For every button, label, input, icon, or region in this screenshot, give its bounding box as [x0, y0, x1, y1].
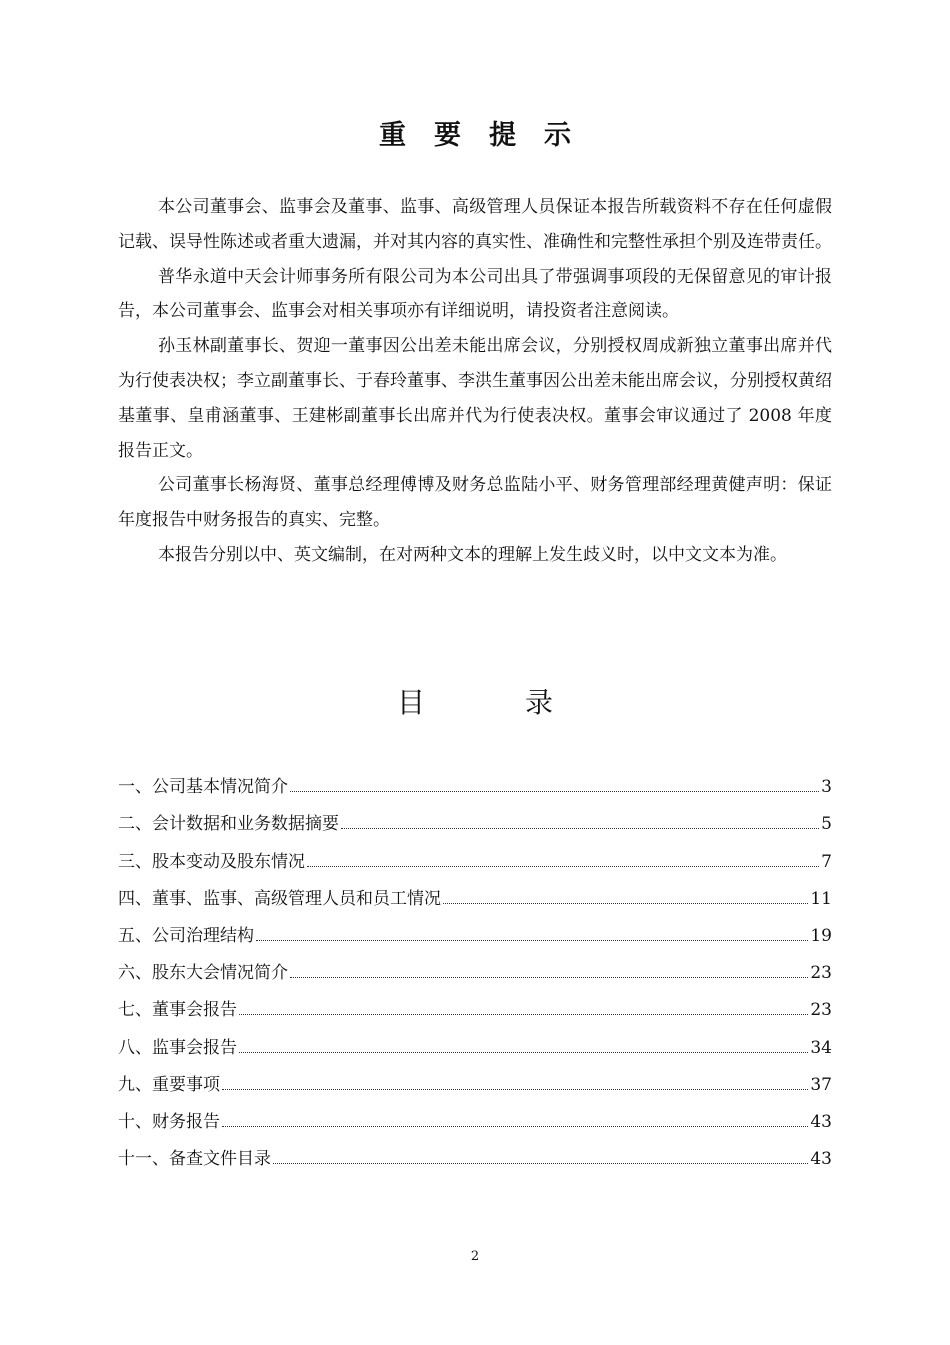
notice-paragraph: 孙玉林副董事长、贺迎一董事因公出差未能出席会议，分别授权周成新独立董事出席并代为行使表决权；李立副董事长、于春玲董事、李洪生董事因公出差未能出席会议，分别授权黄绍基董事、皇甫涵董事、王建彬副董事长出席并代为行使表决权。董事会审议通过了 2008 年度报告正文。 — [118, 336, 832, 461]
toc-entry-page: 11 — [810, 888, 832, 909]
toc-leader-dots — [222, 1125, 808, 1127]
toc-leader-dots — [307, 865, 819, 867]
toc-entry-label: 二、会计数据和业务数据摘要 — [118, 814, 339, 835]
toc-leader-dots — [256, 939, 808, 941]
toc-entry[interactable] — [118, 872, 832, 909]
toc-entry[interactable] — [118, 1095, 832, 1132]
toc-entry[interactable] — [118, 760, 832, 797]
toc-leader-dots — [341, 827, 819, 829]
toc-entry-page: 43 — [810, 1111, 832, 1132]
table-of-contents — [118, 760, 832, 1169]
toc-entry-label: 六、股东大会情况简介 — [118, 963, 288, 984]
toc-entry[interactable] — [118, 834, 832, 871]
toc-entry[interactable] — [118, 1020, 832, 1057]
toc-leader-dots — [239, 1013, 808, 1015]
toc-leader-dots — [239, 1051, 808, 1053]
toc-entry-label: 十一、备查文件目录 — [118, 1149, 271, 1170]
notice-paragraph: 公司董事长杨海贤、董事总经理傅博及财务总监陆小平、财务管理部经理黄健声明：保证年度报告中财务报告的真实、完整。 — [118, 475, 832, 531]
toc-entry[interactable] — [118, 1132, 832, 1169]
toc-entry-label: 八、监事会报告 — [118, 1037, 237, 1058]
toc-leader-dots — [222, 1088, 808, 1090]
notice-title: 重要提示 — [379, 120, 599, 151]
page-number: 2 — [470, 1249, 480, 1264]
toc-entry-label: 七、董事会报告 — [118, 1000, 237, 1021]
notice-paragraph: 本公司董事会、监事会及董事、监事、高级管理人员保证本报告所载资料不存在任何虚假记载、误导性陈述或者重大遗漏，并对其内容的真实性、准确性和完整性承担个别及连带责任。 — [118, 197, 832, 252]
toc-entry[interactable] — [118, 797, 832, 834]
toc-entry-page: 19 — [810, 925, 832, 946]
notice-paragraph: 本报告分别以中、英文编制，在对两种文本的理解上发生歧义时，以中文文本为准。 — [158, 544, 787, 565]
toc-title: 目录 — [396, 686, 653, 719]
toc-leader-dots — [290, 790, 819, 792]
toc-entry-page: 7 — [821, 851, 832, 872]
toc-entry-page: 3 — [821, 777, 832, 798]
toc-entry-page: 37 — [810, 1074, 832, 1095]
toc-entry-label: 一、公司基本情况简介 — [118, 777, 288, 798]
toc-entry-page: 23 — [810, 1000, 832, 1021]
toc-entry-label: 五、公司治理结构 — [118, 925, 254, 946]
toc-leader-dots — [290, 976, 808, 978]
toc-entry-page: 34 — [810, 1037, 832, 1058]
toc-entry-label: 九、重要事项 — [118, 1074, 220, 1095]
toc-entry-page: 43 — [810, 1149, 832, 1170]
toc-leader-dots — [273, 1162, 808, 1164]
toc-entry[interactable] — [118, 1058, 832, 1095]
notice-paragraph: 普华永道中天会计师事务所有限公司为本公司出具了带强调事项段的无保留意见的审计报告，本公司董事会、监事会对相关事项亦有详细说明，请投资者注意阅读。 — [118, 266, 832, 322]
toc-entry[interactable] — [118, 983, 832, 1020]
toc-entry[interactable] — [118, 909, 832, 946]
toc-entry-label: 四、董事、监事、高级管理人员和员工情况 — [118, 888, 441, 909]
notice-body — [118, 190, 832, 573]
toc-entry-label: 三、股本变动及股东情况 — [118, 851, 305, 872]
toc-entry-label: 十、财务报告 — [118, 1111, 220, 1132]
toc-entry-page: 23 — [810, 963, 832, 984]
toc-entry[interactable] — [118, 946, 832, 983]
toc-leader-dots — [443, 902, 808, 904]
toc-entry-page: 5 — [821, 814, 832, 835]
